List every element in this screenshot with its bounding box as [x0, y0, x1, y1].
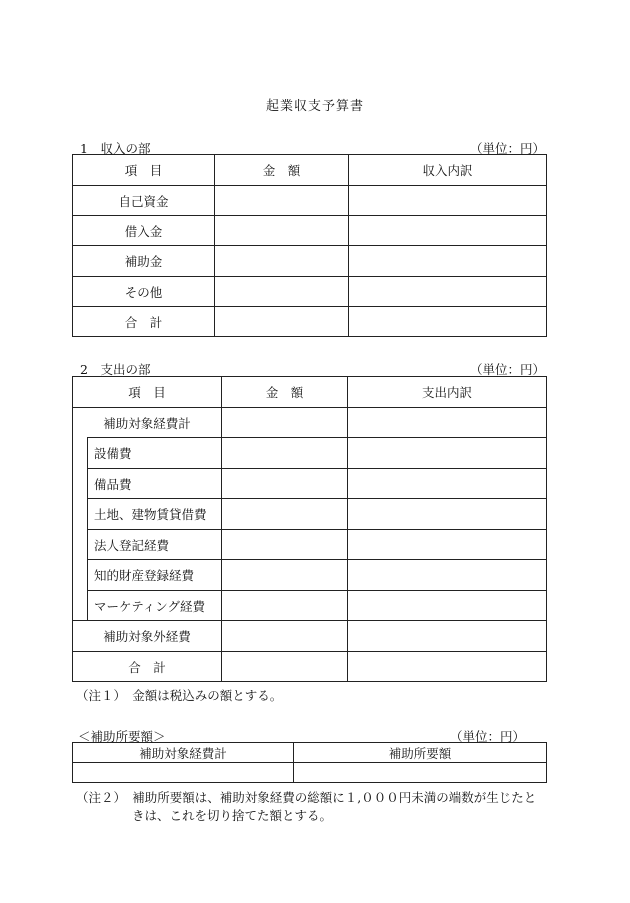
subsidy-note-line2: きは、これを切り捨てた額とする。: [132, 808, 333, 823]
income-row-label: その他: [73, 277, 215, 307]
income-table: [72, 154, 547, 337]
expense-amount-cell[interactable]: [222, 469, 348, 499]
expense-amount-cell[interactable]: [222, 591, 348, 621]
expense-breakdown-cell[interactable]: [348, 408, 547, 438]
income-breakdown-cell[interactable]: [349, 216, 547, 246]
subsidy-required-cell[interactable]: [294, 763, 547, 783]
expense-amount-cell[interactable]: [222, 621, 348, 652]
subsidy-header-total: 補助対象経費計: [73, 743, 294, 763]
income-header-amount: 金 額: [215, 155, 349, 186]
income-breakdown-cell[interactable]: [349, 307, 547, 337]
income-header-item: 項 目: [73, 155, 215, 186]
expense-amount-cell[interactable]: [222, 408, 348, 438]
non-subsidy-label: 補助対象外経費: [73, 621, 222, 652]
subsidy-heading: ＜補助所要額＞: [78, 729, 166, 744]
income-breakdown-cell[interactable]: [349, 186, 547, 216]
expense-sub-item: 法人登記経費: [88, 530, 222, 560]
expense-breakdown-cell[interactable]: [348, 652, 547, 682]
subsidy-table: [72, 742, 547, 783]
indent-spacer: [73, 530, 88, 560]
indent-spacer: [73, 560, 88, 591]
expense-sub-item: 設備費: [88, 438, 222, 469]
income-breakdown-cell[interactable]: [349, 277, 547, 307]
expense-sub-item: 備品費: [88, 469, 222, 499]
expense-total-label: 合 計: [73, 652, 222, 682]
income-heading: 1 収入の部: [80, 141, 151, 156]
income-header-breakdown: 収入内訳: [349, 155, 547, 186]
expense-header-amount: 金 額: [222, 377, 348, 408]
expense-unit: （単位：円）: [470, 362, 546, 377]
expense-amount-cell[interactable]: [222, 530, 348, 560]
expense-amount-cell[interactable]: [222, 652, 348, 682]
expense-breakdown-cell[interactable]: [348, 621, 547, 652]
indent-spacer: [73, 499, 88, 530]
expense-breakdown-cell[interactable]: [348, 591, 547, 621]
expense-breakdown-cell[interactable]: [348, 499, 547, 530]
expense-breakdown-cell[interactable]: [348, 469, 547, 499]
indent-spacer: [73, 591, 88, 621]
indent-spacer: [73, 438, 88, 469]
expense-note: （注１） 金額は税込みの額とする。: [76, 688, 283, 703]
expense-table: [72, 376, 547, 682]
expense-sub-item: マーケティング経費: [88, 591, 222, 621]
subsidy-unit: （単位：円）: [450, 729, 526, 744]
expense-header-item: 項 目: [73, 377, 222, 408]
subsidy-total-label: 補助対象経費計: [73, 408, 222, 438]
income-amount-cell[interactable]: [215, 216, 349, 246]
income-row-label: 借入金: [73, 216, 215, 246]
income-amount-cell[interactable]: [215, 277, 349, 307]
subsidy-header-required: 補助所要額: [294, 743, 547, 763]
indent-spacer: [73, 469, 88, 499]
income-total-label: 合 計: [73, 307, 215, 337]
expense-amount-cell[interactable]: [222, 499, 348, 530]
expense-heading: 2 支出の部: [80, 362, 151, 377]
page-title: 起業収支予算書: [265, 99, 364, 114]
income-amount-cell[interactable]: [215, 186, 349, 216]
income-amount-cell[interactable]: [215, 307, 349, 337]
expense-breakdown-cell[interactable]: [348, 438, 547, 469]
expense-header-breakdown: 支出内訳: [348, 377, 547, 408]
income-row-label: 自己資金: [73, 186, 215, 216]
income-breakdown-cell[interactable]: [349, 246, 547, 277]
expense-sub-item: 知的財産登録経費: [88, 560, 222, 591]
expense-sub-item: 土地、建物賃貸借費: [88, 499, 222, 530]
expense-breakdown-cell[interactable]: [348, 530, 547, 560]
expense-breakdown-cell[interactable]: [348, 560, 547, 591]
income-unit: （単位：円）: [470, 141, 546, 156]
subsidy-total-cell[interactable]: [73, 763, 294, 783]
income-row-label: 補助金: [73, 246, 215, 277]
income-amount-cell[interactable]: [215, 246, 349, 277]
expense-amount-cell[interactable]: [222, 560, 348, 591]
subsidy-note-line1: （注２） 補助所要額は、補助対象経費の総額に１,０００円未満の端数が生じたと: [76, 790, 537, 805]
expense-amount-cell[interactable]: [222, 438, 348, 469]
